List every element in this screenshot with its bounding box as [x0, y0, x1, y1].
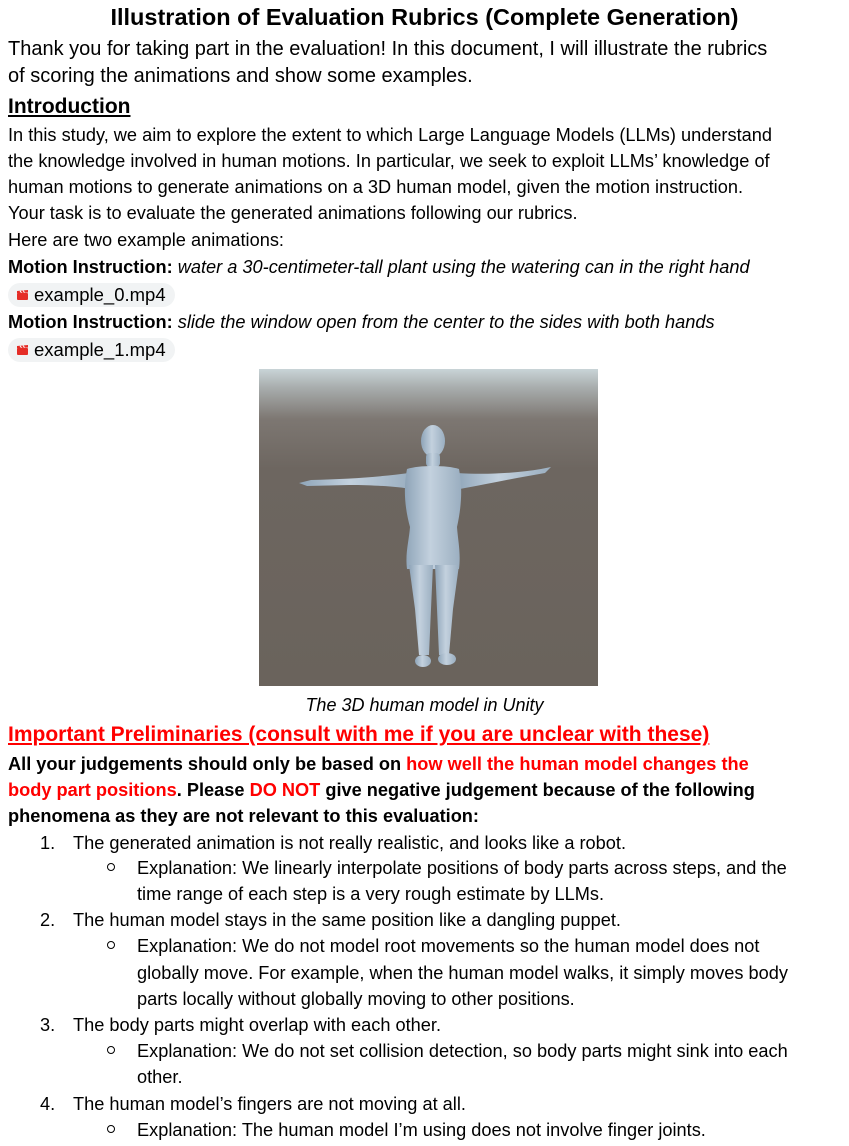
- list-number: 2.: [40, 910, 56, 930]
- list-item: The body parts might overlap with each other.: [73, 1015, 441, 1035]
- list-item: The generated animation is not really realistic, and looks like a robot.: [73, 833, 626, 853]
- preliminaries-line-2: [8, 777, 755, 803]
- introduction-line-1: In this study, we aim to explore the extent to which Large Language Models (LLMs) understand: [8, 125, 772, 145]
- instruction-text: water a 30-centimeter-tall plant using the watering can in the right hand: [177, 257, 750, 277]
- human-model-image: [259, 369, 598, 686]
- instruction-label: Motion Instruction:: [8, 312, 173, 332]
- explanation-line: time range of each step is a very rough estimate by LLMs.: [137, 884, 605, 904]
- document-title: Illustration of Evaluation Rubrics (Complete Generation): [110, 4, 739, 30]
- prelim-text: give negative judgement because of the following: [320, 780, 755, 800]
- introduction-line-5: Here are two example animations:: [8, 230, 284, 250]
- introduction-heading: Introduction: [8, 95, 131, 118]
- file-chip-label: example_0.mp4: [34, 284, 166, 305]
- preliminaries-heading: Important Preliminaries (consult with me if you are unclear with these): [8, 723, 710, 746]
- explanation-line: other.: [137, 1067, 183, 1087]
- explanation-line: Explanation: We linearly interpolate positions of body parts across steps, and the: [137, 858, 787, 878]
- list-item: The human model stays in the same position like a dangling puppet.: [73, 910, 621, 930]
- prelim-emphasis: body part positions: [8, 780, 177, 800]
- hollow-bullet-icon: [107, 863, 115, 871]
- preliminaries-line-1: [8, 751, 749, 777]
- instruction-label: Motion Instruction:: [8, 257, 173, 277]
- prelim-text: All your judgements should only be based on: [8, 754, 407, 774]
- file-chip-example-1[interactable]: [8, 338, 175, 362]
- list-number: 3.: [40, 1015, 56, 1035]
- list-item: The human model’s fingers are not moving at all.: [73, 1094, 466, 1114]
- prelim-do-not: DO NOT: [249, 780, 321, 800]
- preliminaries-line-3: phenomena as they are not relevant to this evaluation:: [8, 806, 479, 826]
- prelim-text: . Please: [176, 780, 250, 800]
- introduction-line-2: the knowledge involved in human motions. In particular, we seek to exploit LLMs’ knowledge of: [8, 151, 770, 171]
- explanation-line: globally move. For example, when the human model walks, it simply moves body: [137, 963, 788, 983]
- hollow-bullet-icon: [107, 1125, 115, 1133]
- instruction-text: slide the window open from the center to the sides with both hands: [177, 312, 715, 332]
- intro-line-2: of scoring the animations and show some examples.: [8, 65, 473, 87]
- prelim-emphasis: how well the human model changes the: [406, 754, 749, 774]
- explanation-line: Explanation: We do not model root movements so the human model does not: [137, 936, 760, 956]
- introduction-line-3: human motions to generate animations on a 3D human model, given the motion instruction.: [8, 177, 743, 197]
- example-0-instruction: [8, 254, 750, 280]
- list-number: 4.: [40, 1094, 56, 1114]
- hollow-bullet-icon: [107, 941, 115, 949]
- human-model-figure: [259, 369, 598, 686]
- figure-caption: The 3D human model in Unity: [305, 695, 544, 715]
- example-1-instruction: [8, 309, 715, 335]
- file-chip-example-0[interactable]: [8, 283, 175, 307]
- explanation-line: parts locally without globally moving to other positions.: [137, 989, 575, 1009]
- intro-line-1: Thank you for taking part in the evaluation! In this document, I will illustrate the rubrics: [8, 38, 768, 60]
- explanation-line: Explanation: We do not set collision detection, so body parts might sink into each: [137, 1041, 788, 1061]
- hollow-bullet-icon: [107, 1046, 115, 1054]
- introduction-line-4: Your task is to evaluate the generated animations following our rubrics.: [8, 203, 578, 223]
- list-number: 1.: [40, 833, 56, 853]
- file-chip-label: example_1.mp4: [34, 339, 166, 360]
- explanation-line: Explanation: The human model I’m using does not involve finger joints.: [137, 1120, 706, 1140]
- video-clapper-icon: [17, 345, 28, 355]
- video-clapper-icon: [17, 290, 28, 300]
